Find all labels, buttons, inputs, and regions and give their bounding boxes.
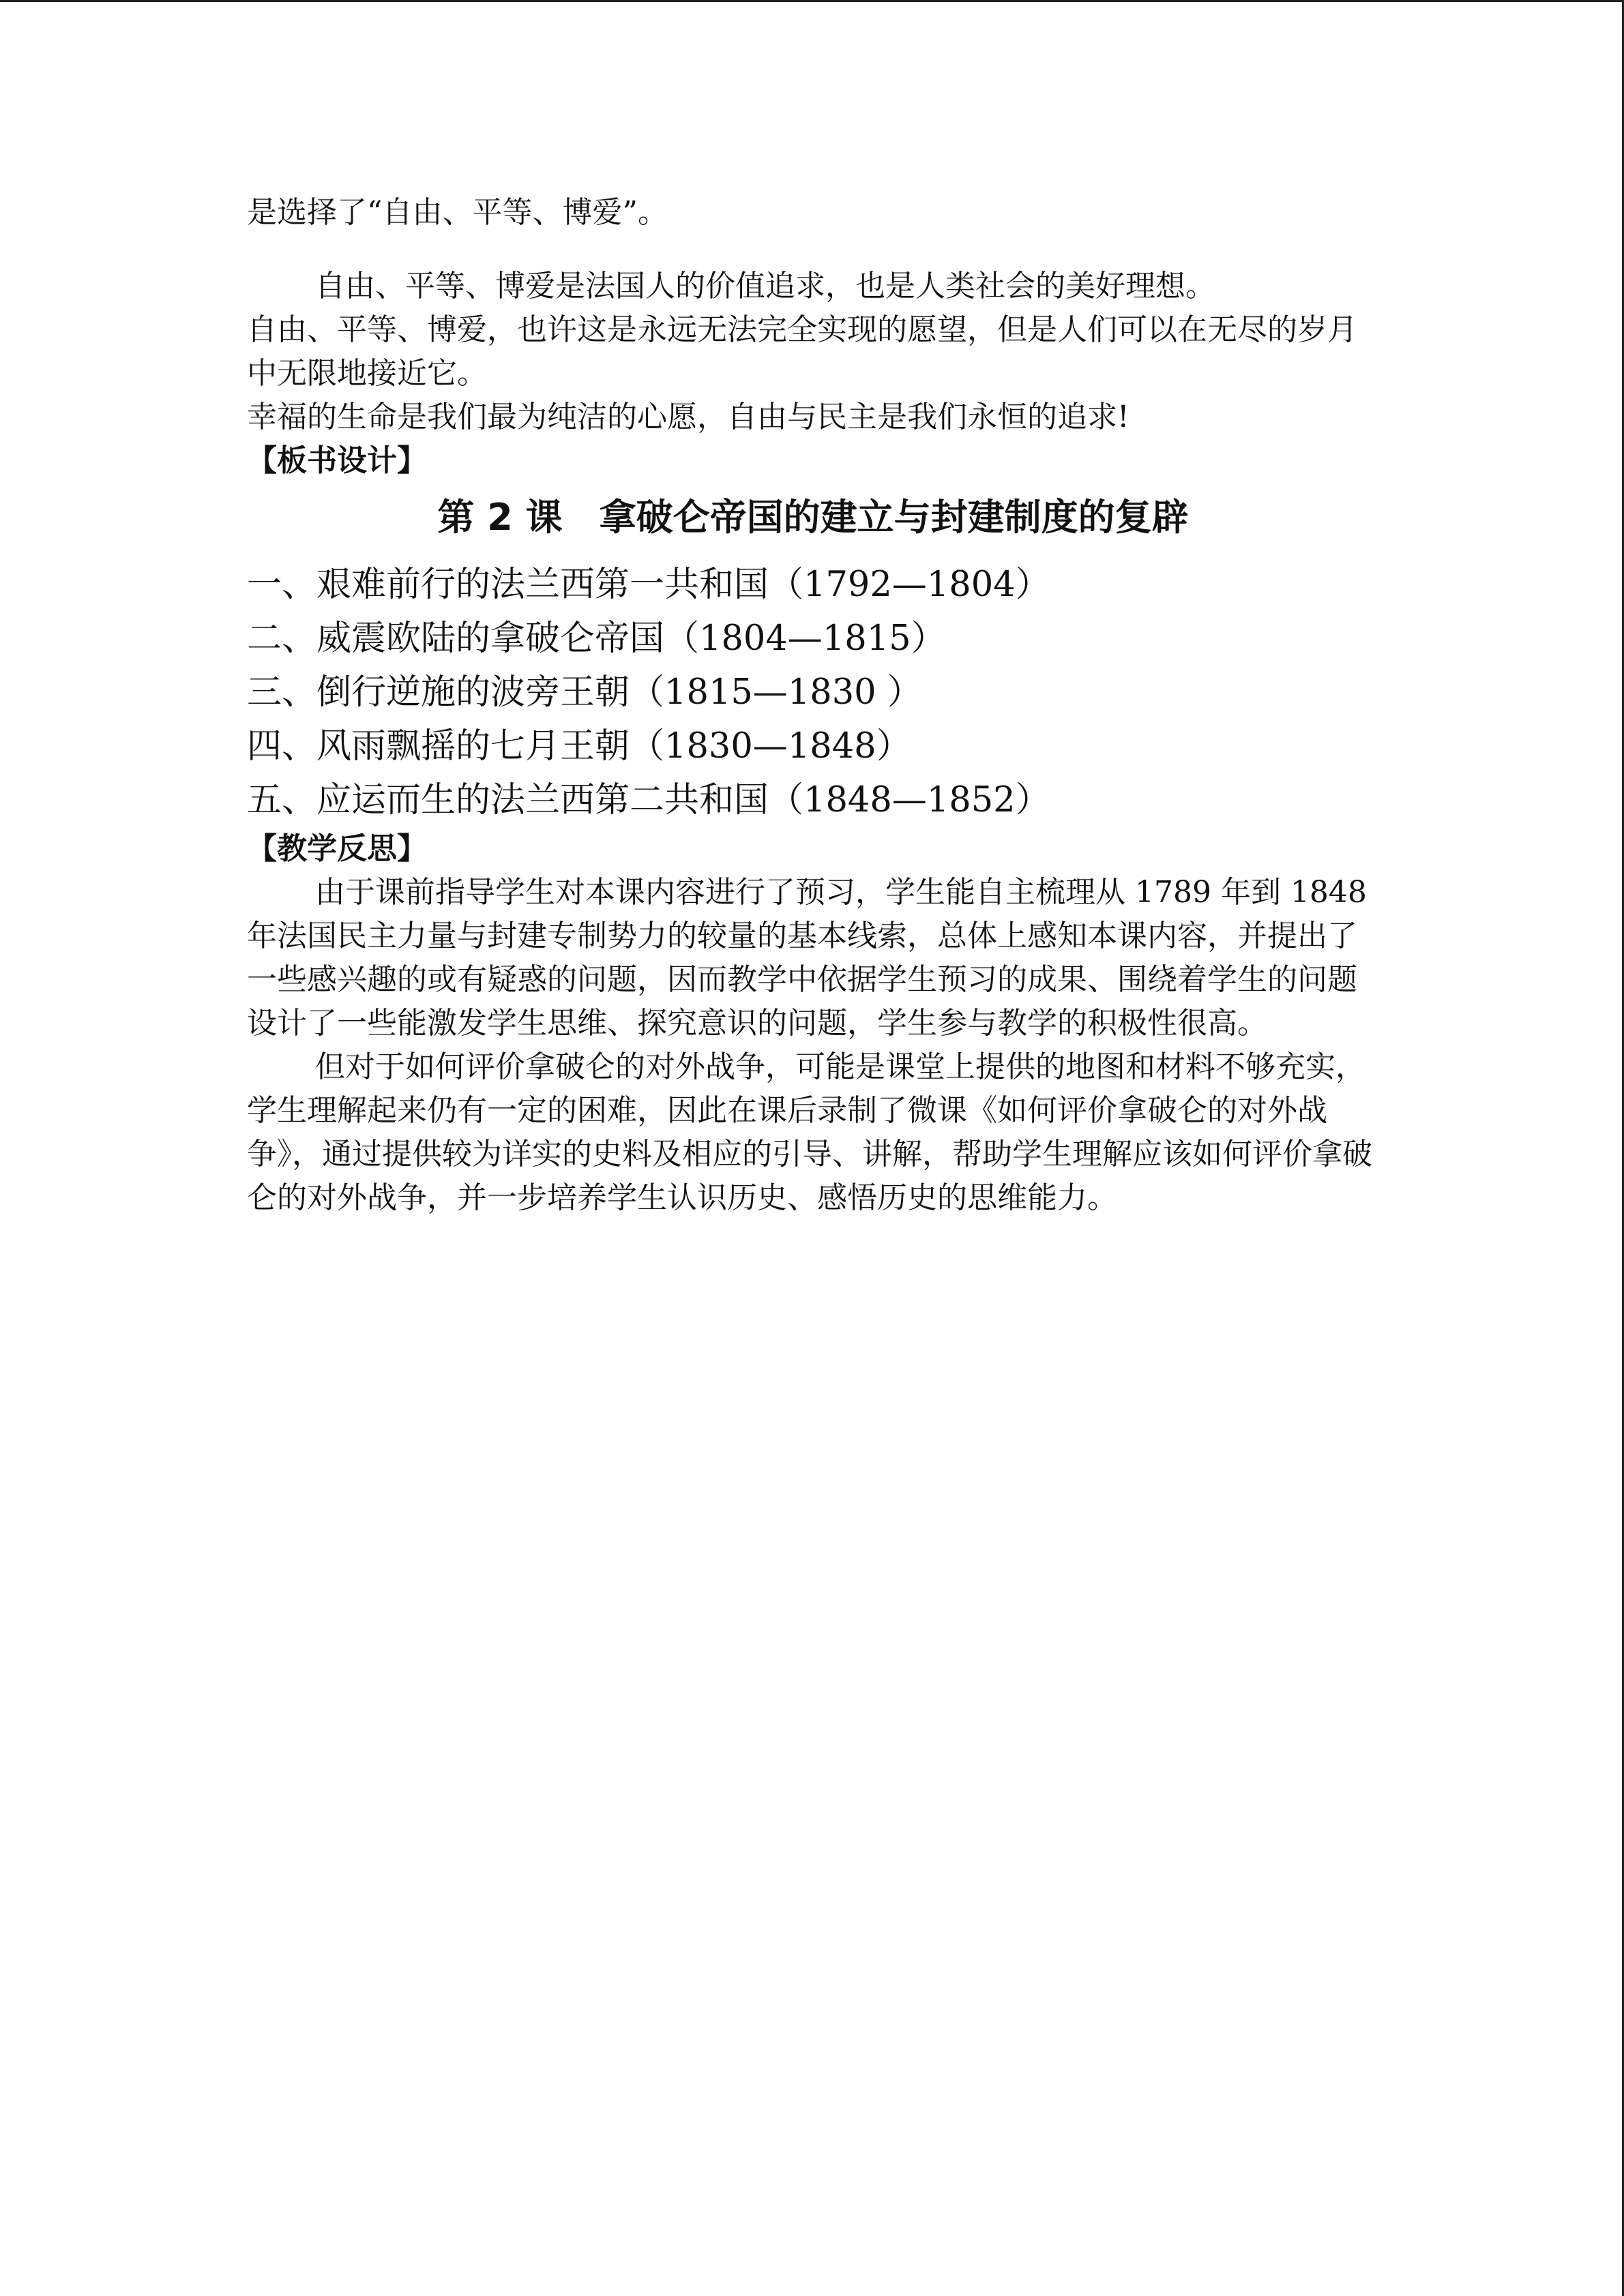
reflection-paragraph-2: 但对于如何评价拿破仑的对外战争，可能是课堂上提供的地图和材料不够充实，学生理解起来仍有一定的困难，因此在课后录制了微课《如何评价拿破仑的对外战争》，通过提供较为详实的史料及相应的引导、讲解，帮助学生理解应该如何评价拿破仑的对外战争，并一步培养学生认识历史、感悟历史的思维能力。	[247, 1049, 1372, 1215]
outline-item: 二、威震欧陆的拿破仑帝国（1804—1815）	[247, 618, 946, 659]
board-outline	[247, 558, 1379, 827]
paragraph-gap	[247, 235, 1379, 265]
reflection-heading: 【教学反思】	[247, 831, 427, 866]
outline-item: 一、艰难前行的法兰西第一共和国（1792—1804）	[247, 565, 1050, 605]
lesson-title: 第 2 课 拿破仑帝国的建立与封建制度的复辟	[437, 496, 1189, 539]
reflection-paragraph-1: 由于课前指导学生对本课内容进行了预习，学生能自主梳理从 1789 年到 1848 年法国民主力量与封建专制势力的较量的基本线索，总体上感知本课内容，并提出了一些感兴趣的或有疑惑的问题，因而教学中依据学生预习的成果、围绕着学生的问题设计了一些能激发学生思维、探究意识的问题，学生参与教学的积极性很高。	[247, 875, 1376, 1041]
intro-line: 是选择了“自由、平等、博爱”。	[247, 195, 668, 230]
outline-item: 四、风雨飘摇的七月王朝（1830—1848）	[247, 726, 911, 766]
outline-item: 三、倒行逆施的波旁王朝（1815—1830 ）	[247, 672, 922, 713]
page-top-border	[0, 0, 1624, 2]
board-design-heading: 【板书设计】	[247, 443, 427, 478]
outline-item: 五、应运而生的法兰西第二共和国（1848—1852）	[247, 780, 1050, 820]
values-paragraph-2: 自由、平等、博爱，也许这是永远无法完全实现的愿望，但是人们可以在无尽的岁月中无限地接近它。	[247, 312, 1357, 391]
values-paragraph-1: 自由、平等、博爱是法国人的价值追求，也是人类社会的美好理想。	[315, 269, 1215, 303]
document-body	[247, 191, 1379, 1220]
values-paragraph-3: 幸福的生命是我们最为纯洁的心愿，自由与民主是我们永恒的追求!	[247, 400, 1130, 434]
